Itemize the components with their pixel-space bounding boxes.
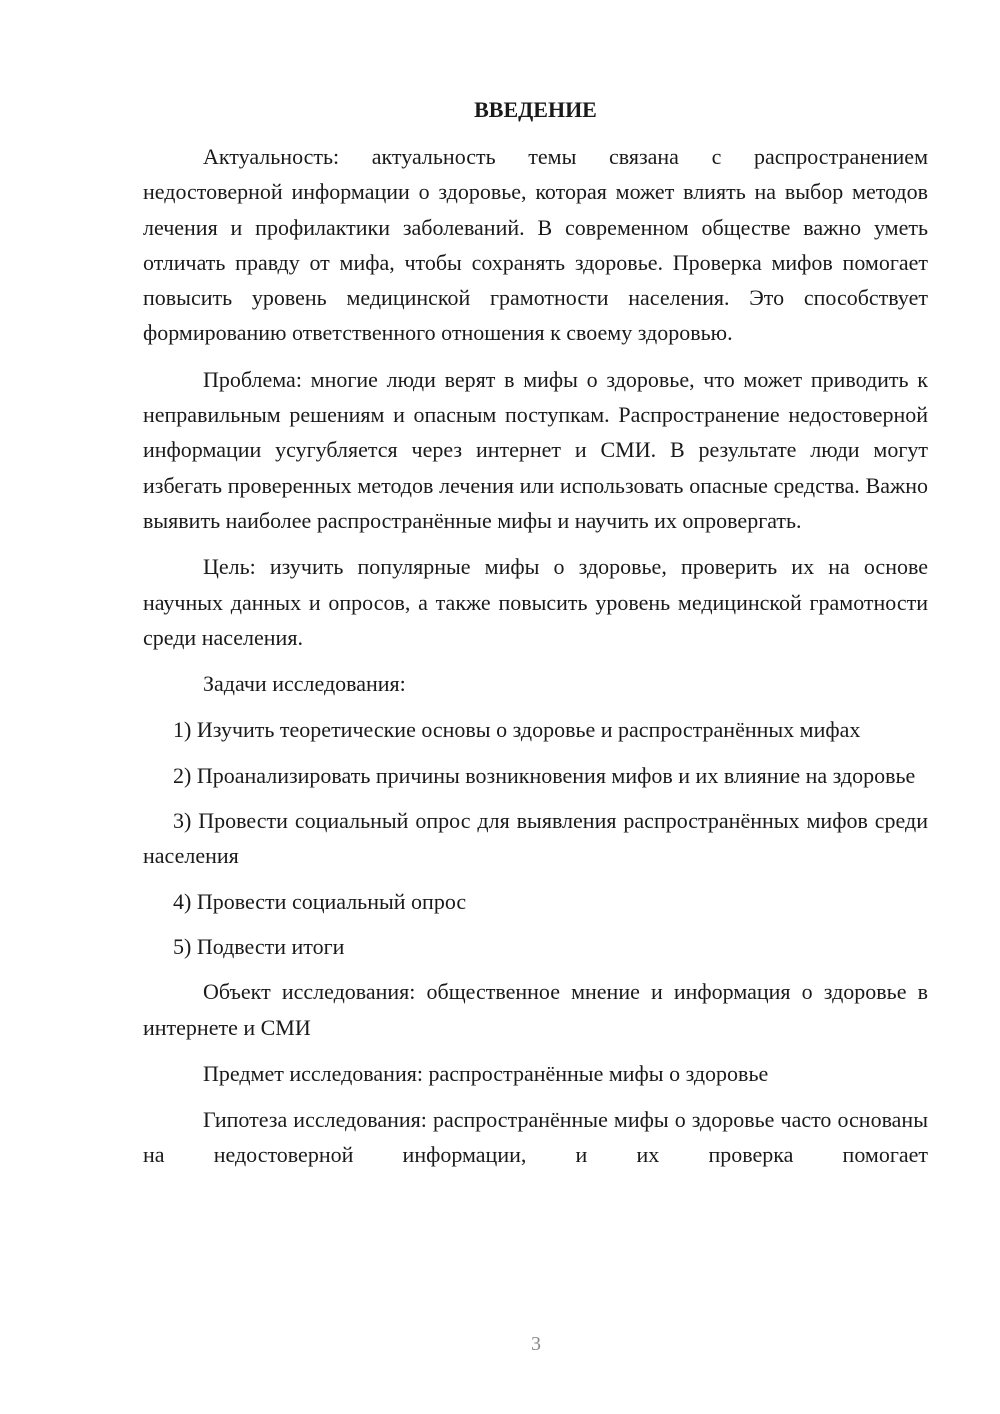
section-heading: ВВЕДЕНИЕ xyxy=(474,97,597,122)
task-item-3: 3) Провести социальный опрос для выявления распространённых мифов среди населения xyxy=(143,808,928,869)
goal-paragraph: Цель: изучить популярные мифы о здоровье, проверить их на основе научных данных и опросов, а также повысить уровень медицинской грамотности среди населения. xyxy=(143,554,928,650)
task-item-4: 4) Провести социальный опрос xyxy=(173,888,467,914)
task-item-1: 1) Изучить теоретические основы о здоровье и распространённых мифах xyxy=(173,717,861,743)
hypothesis-paragraph: Гипотеза исследования: распространённые мифы о здоровье часто основаны на недостоверной информации, и их проверка помогает xyxy=(143,1107,928,1168)
task-item-2: 2) Проанализировать причины возникновения мифов и их влияние на здоровье xyxy=(173,762,916,788)
task-item-5: 5) Подвести итоги xyxy=(173,933,345,959)
problem-paragraph: Проблема: многие люди верят в мифы о здоровье, что может приводить к неправильным решениям и опасным поступкам. Распространение недостоверной информации усугубляется через интернет и СМИ. В результате люди могут избегать проверенных методов лечения или использовать опасные средства. Важно выявить наиболее распространённые мифы и научить их опровергать. xyxy=(143,366,928,533)
object-paragraph: Объект исследования: общественное мнение и информация о здоровье в интернете и СМИ xyxy=(143,979,928,1040)
subject-paragraph: Предмет исследования: распространённые мифы о здоровье xyxy=(203,1060,769,1086)
page-number: 3 xyxy=(531,1333,541,1355)
tasks-title: Задачи исследования: xyxy=(203,671,406,697)
page-body xyxy=(143,95,928,1184)
relevance-paragraph: Актуальность: актуальность темы связана с распространением недостоверной информации о здоровье, которая может влиять на выбор методов лечения и профилактики заболеваний. В современном обществе важно уметь отличать правду от мифа, чтобы сохранять здоровье. Проверка мифов помогает повысить уровень медицинской грамотности населения. Это способствует формированию ответственного отношения к своему здоровью. xyxy=(143,144,928,346)
